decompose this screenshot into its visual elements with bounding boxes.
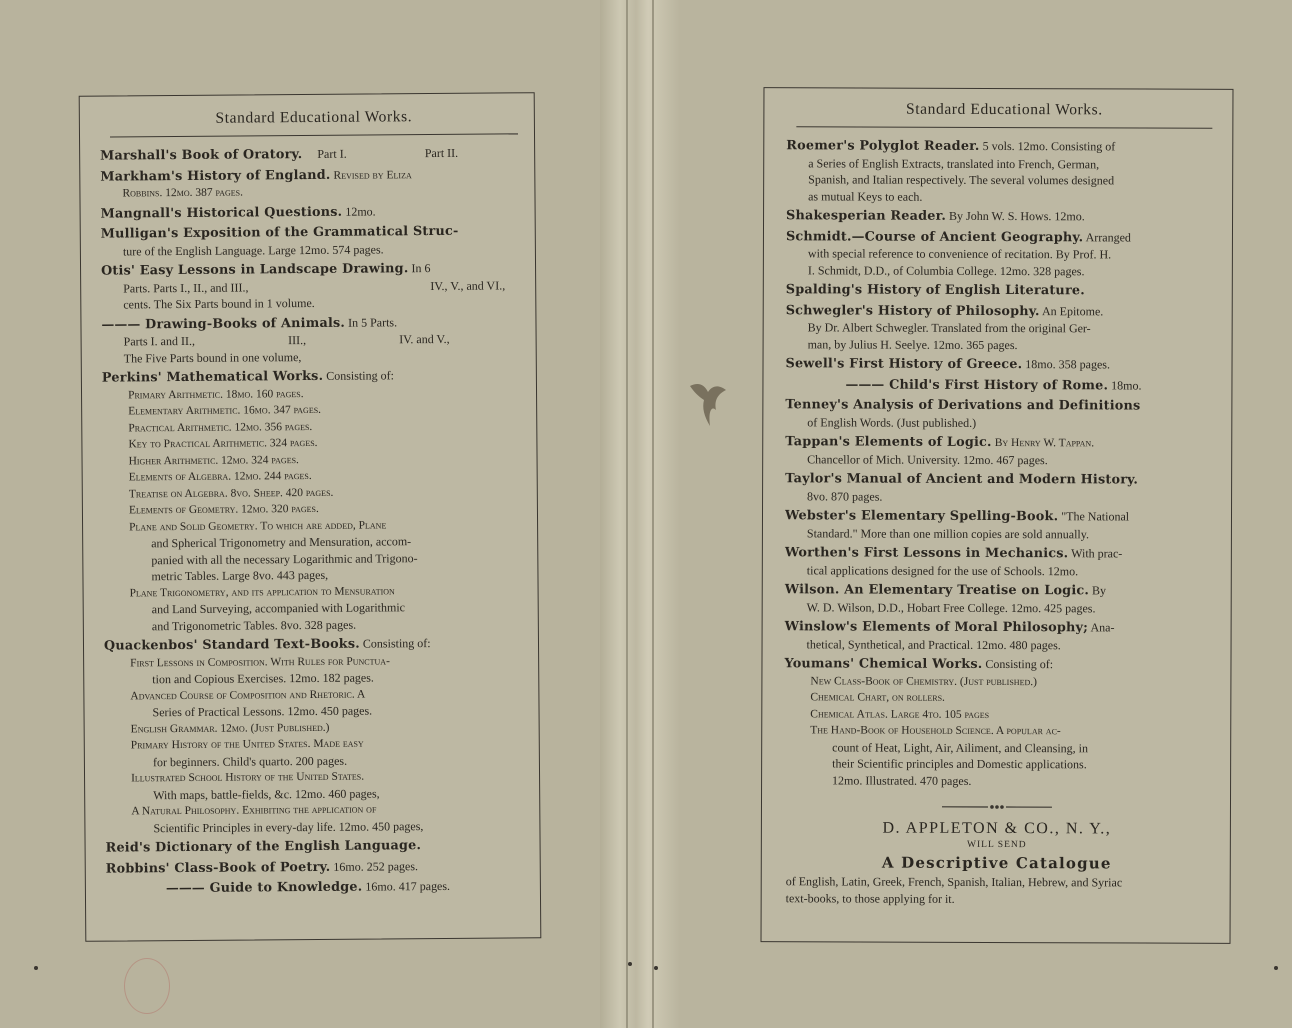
entry-title: Reid's Dictionary of the English Language. [105,838,422,856]
entry-title: Robbins' Class-Book of Poetry. [105,859,331,877]
entry-title: Markham's History of England. [100,167,331,185]
entry-title: Winslow's Elements of Moral Philosophy; [784,619,1089,636]
sub-item: The Hand-Book of Household Science. A popular ac- [810,724,1061,738]
entry-detail: By Dr. Albert Schwegler. Translated from the original Ger- [807,320,1091,336]
entry-title: Youmans' Chemical Works. [784,656,983,672]
entry-title: ——— Guide to Knowledge. [165,879,363,897]
left-heading: Standard Educational Works. [110,107,518,137]
sub-item: Plane Trigonometry, and its application to Mensuration [129,584,395,599]
entry-detail: 16mo. 252 pages. [333,858,419,874]
entry-detail: man, by Julius H. Seelye. 12mo. 365 pages. [807,336,1018,352]
entry-title: Mangnall's Historical Questions. [100,204,343,222]
entry-detail: W. D. Wilson, D.D., Hobart Free College. 12mo. 425 pages. [806,599,1096,615]
entry-marshall [100,144,518,165]
entry-detail: of English Words. (Just published.) [807,414,977,430]
entry-detail: 18mo. 358 pages. [1025,357,1110,372]
entry-schmidt [786,228,1212,280]
entry-detail: Standard." More than one million copies are sold annually. [806,525,1090,541]
sub-item-continued: for beginners. Child's quarto. 200 pages. [152,753,348,769]
entry-winslow [785,618,1211,653]
entry-webster [785,507,1211,542]
left-advertisement-frame [79,92,542,942]
entry-detail: Revised by Eliza [333,168,412,182]
entry-title: Worthen's First Lessons in Mechanics. [784,545,1069,562]
entry-schwegler [786,302,1212,354]
entry-detail: as mutual Keys to each. [808,188,923,204]
entry-detail: By Henry W. Tappan. [994,436,1095,450]
gutter-fold-line [626,0,628,1028]
entry-tenney [785,396,1211,431]
entry-sewell-greece [785,355,1211,374]
entry-title: Webster's Elementary Spelling-Book. [784,508,1059,525]
entry-roemer [786,137,1212,205]
sub-item: Treatise on Algebra. 8vo. Sheep. 420 pages. [128,486,334,500]
entry-title: Shakesperian Reader. [786,208,947,224]
entry-detail: With prac- [1071,546,1123,561]
entry-detail: with special reference to convenience of recitation. By Prof. H. [807,246,1112,262]
sub-item-continued: their Scientific principles and Domestic applications. [832,756,1087,772]
entry-detail: Parts. Parts I., II., and III., [123,279,249,295]
sub-item: English Grammar. 12mo. (Just Published.) [130,721,330,735]
will-send-text: WILL SEND [967,839,1027,851]
entry-title: Tenney's Analysis of Derivations and Definitions [785,397,1141,414]
entry-sewell-rome [785,376,1211,395]
entry-title: Roemer's Polyglot Reader. [786,138,980,154]
entry-detail: The Five Parts bound in one volume, [123,349,302,365]
entry-title: Quackenbos' Standard Text-Books. [103,636,360,654]
entry-mulligan [101,222,519,259]
entry-otis [101,259,519,313]
speck [628,962,632,966]
sub-item-continued: and Trigonometric Tables. 8vo. 328 pages. [151,617,357,633]
entry-title: Schmidt.—Course of Ancient Geography. [785,228,1084,245]
entry-title: Sewell's First History of Greece. [785,356,1023,373]
catalogue-detail: text-books, to those applying for it. [785,890,955,906]
catalogue-detail: of English, Latin, Greek, French, Spanish, Italian, Hebrew, and Syriac [785,874,1123,890]
entry-detail: ture of the English Language. Large 12mo. 574 pages. [122,241,384,258]
entry-detail: "The National [1061,509,1130,524]
book-gutter [600,0,680,1028]
right-heading: Standard Educational Works. [796,100,1212,128]
entry-detail: 18mo. [1111,377,1142,393]
entry-title: Tappan's Elements of Logic. [785,434,992,450]
entry-detail: 16mo. 417 pages. [365,878,451,894]
library-stamp [124,958,170,1014]
speck [654,966,658,970]
entry-markham [100,165,518,202]
entry-detail: An Epitome. [1041,303,1104,318]
entry-wilson [785,581,1211,616]
catalogue-title: A Descriptive Catalogue [881,853,1112,873]
entry-detail: Parts I. and II., [123,333,195,349]
entry-detail: Consisting of: [326,368,394,383]
right-advertisement-frame [761,87,1234,944]
sub-item-continued: With maps, battle-fields, &c. 12mo. 460 pages, [153,785,380,802]
sub-item-continued: and Land Surveying, accompanied with Logarithmic [151,600,406,617]
entry-drawing-books [101,313,519,367]
entry-spalding [786,281,1212,300]
entry-detail: Consisting of: [985,656,1054,672]
entry-shakesperian [786,207,1212,226]
entry-detail: 5 vols. 12mo. Consisting of [982,138,1116,154]
entry-perkins [102,366,522,634]
sub-item-continued: Scientific Principles in every-day life. 12mo. 450 pages, [153,818,424,835]
page-tear-mark [688,380,728,430]
entry-title: Mulligan's Exposition of the Grammatical Struc- [100,223,459,242]
sub-item: A Natural Philosophy. Exhibiting the application of [131,803,377,818]
entry-detail: tical applications designed for the use of Schools. 12mo. [806,562,1079,578]
entry-detail: Consisting of: [362,636,431,651]
entry-worthen [785,544,1211,579]
gutter-fold-line [652,0,654,1028]
entry-title: ——— Drawing-Books of Animals. [101,315,346,333]
entry-detail: In 5 Parts. [347,314,398,330]
entry-title: Otis' Easy Lessons in Landscape Drawing. [101,261,409,279]
entry-title: Marshall's Book of Oratory. [100,147,303,164]
entry-quackenbos [104,634,524,836]
entry-detail: thetical, Synthetical, and Practical. 12mo. 480 pages. [806,636,1061,652]
sub-item: Chemical Chart, on rollers. [810,691,945,704]
entry-reid [106,836,524,857]
entry-part-2: Part II. [424,145,459,161]
entry-youmans [784,655,1210,789]
sub-item: Elements of Geometry. 12mo. 320 pages. [128,502,319,517]
entry-detail: Spanish, and Italian respectively. The several volumes designed [808,172,1115,188]
sub-item-continued: metric Tables. Large 8vo. 443 pages, [151,567,329,584]
sub-item: First Lessons in Composition. With Rules for Punctua- [130,654,390,669]
sub-item: Key to Practical Arithmetic. 324 pages. [128,436,318,451]
entry-detail: Chancellor of Mich. University. 12mo. 467 pages. [807,451,1048,467]
entry-title: Schwegler's History of Philosophy. [785,302,1040,319]
entry-title: Perkins' Mathematical Works. [101,368,324,386]
sub-item: Higher Arithmetic. 12mo. 324 pages. [128,453,299,467]
sub-item-continued: Series of Practical Lessons. 12mo. 450 pages. [152,703,373,720]
entry-detail: IV. and V., [399,331,450,347]
entry-detail: By John W. S. Hows. 12mo. [949,208,1085,224]
entry-detail: a Series of English Extracts, translated into French, German, [808,155,1100,171]
publisher-name: D. APPLETON & CO., N. Y., [882,819,1112,838]
sub-item-continued: and Spherical Trigonometry and Mensuration, accom- [151,534,412,551]
entry-detail: Arranged [1085,229,1131,244]
entry-detail: 12mo. [345,203,376,219]
entry-detail: I. Schmidt, D.D., of Columbia College. 12mo. 328 pages. [807,262,1085,278]
sub-item: New Class-Book of Chemistry. (Just published.) [810,674,1037,688]
speck [34,966,38,970]
entry-robbins-guide [106,877,524,898]
sub-item: Practical Arithmetic. 12mo. 356 pages. [128,420,313,434]
entry-detail: Robbins. 12mo. 387 pages. [122,186,244,200]
entry-title: Spalding's History of English Literature. [785,282,1085,299]
entry-detail: cents. The Six Parts bound in 1 volume. [123,295,315,312]
entry-detail: In 6 [411,261,431,276]
ornament-rule-icon [942,804,1052,810]
speck [1274,966,1278,970]
entry-detail: 8vo. 870 pages. [807,488,883,504]
sub-item: Primary History of the United States. Made easy [130,737,364,752]
sub-item: Elementary Arithmetic. 16mo. 347 pages. [128,403,322,418]
sub-item: Elements of Algebra. 12mo. 244 pages. [128,469,312,484]
entry-detail: IV., V., and VI., [430,277,506,293]
entry-detail: III., [288,333,307,348]
entry-title: Taylor's Manual of Ancient and Modern History. [785,471,1139,488]
ornamental-rule [784,798,1210,814]
entry-detail: Ana- [1090,620,1115,635]
entry-title: ——— Child's First History of Rome. [845,376,1109,393]
sub-item-continued: panied with all the necessary Logarithmic and Trigono- [151,550,418,567]
entry-part-1: Part I. [317,146,347,161]
sub-item-continued: 12mo. Illustrated. 470 pages. [832,772,972,788]
sub-item: Primary Arithmetic. 18mo. 160 pages. [127,387,304,401]
entry-detail: By [1092,583,1107,598]
entry-taylor [785,470,1211,505]
sub-item-continued: count of Heat, Light, Air, Ailiment, and Cleansing, in [832,739,1089,755]
entry-mangnall [101,202,519,223]
entry-robbins-poetry [106,857,524,878]
sub-item: Illustrated School History of the United States. [131,770,365,785]
sub-item: Chemical Atlas. Large 4to. 105 pages [810,707,990,721]
sub-item-continued: tion and Copious Exercises. 12mo. 182 pages. [152,670,374,687]
entry-tappan [785,433,1211,468]
entry-title: Wilson. An Elementary Treatise on Logic. [784,582,1090,599]
sub-item: Plane and Solid Geometry. To which are added, Plane [129,518,387,533]
sub-item: Advanced Course of Composition and Rhetoric. A [130,688,366,702]
